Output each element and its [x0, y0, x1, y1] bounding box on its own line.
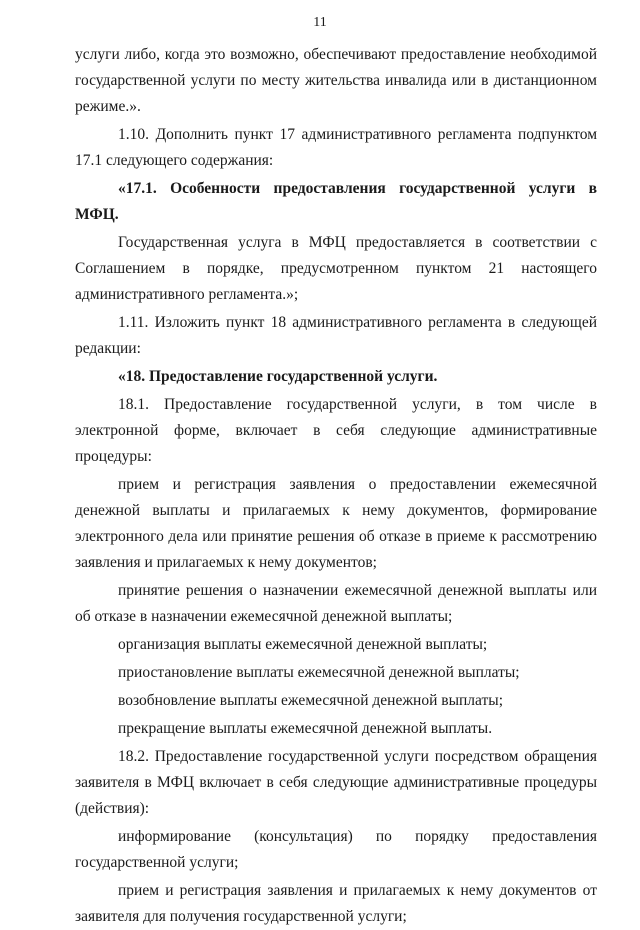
list-item-resumption: возобновление выплаты ежемесячной денежной выплаты; — [118, 692, 504, 709]
page-number: 11 — [313, 15, 327, 30]
paragraph-continuation: услуги либо, когда это возможно, обеспечивают предоставление необходимой государственной услуги по месту жительства инвалида или в дистанционном режиме.». — [75, 46, 597, 115]
document-body — [75, 42, 597, 930]
list-item-suspension: приостановление выплаты ежемесячной денежной выплаты; — [118, 664, 520, 681]
list-item-organization: организация выплаты ежемесячной денежной выплаты; — [118, 636, 488, 653]
paragraph-18-2: 18.2. Предоставление государственной услуги посредством обращения заявителя в МФЦ включает в себя следующие административные процедуры (действия): — [75, 748, 597, 817]
paragraph-17-1-body: Государственная услуга в МФЦ предоставляется в соответствии с Соглашением в порядке, предусмотренном пунктом 21 настоящего административного регламента.»; — [75, 234, 597, 303]
paragraph-18-1: 18.1. Предоставление государственной услуги, в том числе в электронной форме, включает в себя следующие административные процедуры: — [75, 396, 597, 465]
list-item-decision: принятие решения о назначении ежемесячной денежной выплаты или об отказе в назначении ежемесячной денежной выплаты; — [75, 582, 597, 625]
list-item-termination: прекращение выплаты ежемесячной денежной выплаты. — [118, 720, 493, 737]
heading-18: «18. Предоставление государственной услуги. — [118, 368, 438, 385]
list-item-registration: прием и регистрация заявления и прилагаемых к нему документов от заявителя для получения государственной услуги; — [75, 882, 597, 925]
list-item-reception: прием и регистрация заявления о предоставлении ежемесячной денежной выплаты и прилагаемых к нему документов, формирование электронного дела или принятие решения об отказе в приеме к рассмотрению заявления и прилагаемых к нему документов; — [75, 476, 597, 571]
list-item-consultation: информирование (консультация) по порядку предоставления государственной услуги; — [75, 828, 597, 871]
paragraph-1-11: 1.11. Изложить пункт 18 административного регламента в следующей редакции: — [75, 314, 597, 357]
heading-17-1: «17.1. Особенности предоставления государственной услуги в МФЦ. — [75, 180, 597, 223]
paragraph-1-10: 1.10. Дополнить пункт 17 административного регламента подпунктом 17.1 следующего содержания: — [75, 126, 597, 169]
